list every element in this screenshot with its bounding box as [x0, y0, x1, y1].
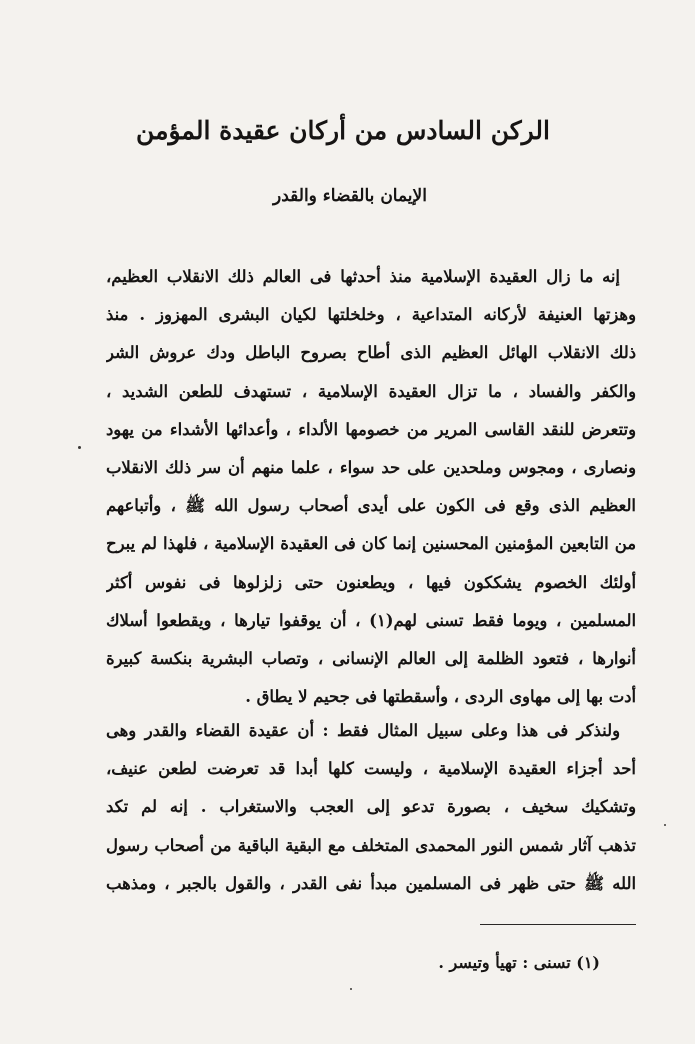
text-line: أدت بها إلى مهاوى الردى ، وأسقطتها فى جحيم لا يطاق .: [245, 687, 636, 707]
text-line: الله ﷺ حتى ظهر فى المسلمين مبدأ نفى القدر ، والقول بالجبر ، ومذهب: [106, 873, 636, 893]
text-line: وتشكيك سخيف ، بصورة تدعو إلى العجب والاستغراب . إنه لم تكد: [106, 797, 636, 817]
text-line: المسلمين ، ويوما فقط تسنى لهم(١) ، أن يوقفوا تيارها ، ويقطعوا أسلاك: [106, 610, 636, 630]
text-line: ونصارى ، ومجوس وملحدين على حد سواء ، علما منهم أن سر ذلك الانقلاب: [106, 457, 636, 477]
text-line: أولئك الخصوم يشككون فيها ، ويطعنون حتى زلزلوها فى نفوس أكثر: [106, 572, 636, 592]
paragraph-1: [106, 258, 636, 716]
text-line: ولنذكر فى هذا وعلى سبيل المثال فقط : أن عقيدة القضاء والقدر وهى: [106, 721, 620, 740]
text-line: تذهب آثار شمس النور المحمدى المتخلف مع البقية الباقية من أصحاب رسول: [106, 835, 636, 855]
text-line: أحد أجزاء العقيدة الإسلامية ، وليست كلها أبدا قد تعرضت لطعن عنيف،: [106, 759, 636, 779]
paragraph-2: [106, 712, 636, 903]
scan-speck: [664, 824, 666, 826]
text-line: وتتعرض للنقد القاسى المرير من خصومها الألداء ، وأعدائها الأشداء من يهود: [106, 419, 636, 439]
footnote: (١) تسنى : تهيأ وتيسر .: [438, 953, 600, 972]
text-line: العظيم الذى وقع فى الكون على أيدى أصحاب رسول الله ﷺ ، وأتباعهم: [106, 496, 636, 516]
text-line: وهزتها العنيفة لأركانه المتداعية ، وخلخلتها لكيان البشرى المهزوز . منذ: [106, 305, 636, 325]
text-line: من التابعين المؤمنين المحسنين إنما كان فى العقيدة الإسلامية ، فلهذا لم يبرح: [106, 534, 636, 554]
text-line: ذلك الانقلاب الهائل العظيم الذى أطاح بصروح الباطل ودك عروش الشر: [106, 343, 636, 363]
footnote-separator: [480, 924, 636, 925]
text-line: إنه ما زال العقيدة الإسلامية منذ أحدثها فى العالم ذلك الانقلاب العظيم،: [106, 267, 620, 286]
chapter-subtitle: الإيمان بالقضاء والقدر: [273, 186, 427, 206]
text-line: والكفر والفساد ، ما تزال العقيدة الإسلامية ، تستهدف للطعن الشديد ،: [106, 381, 636, 401]
text-line: أنوارها ، فتعود الظلمة إلى العالم الإنسانى ، وتصاب البشرية بنكسة كبيرة: [106, 648, 636, 668]
scan-speck: [350, 988, 352, 990]
scan-speck: [78, 446, 81, 449]
chapter-title: الركن السادس من أركان عقيدة المؤمن: [136, 116, 550, 145]
